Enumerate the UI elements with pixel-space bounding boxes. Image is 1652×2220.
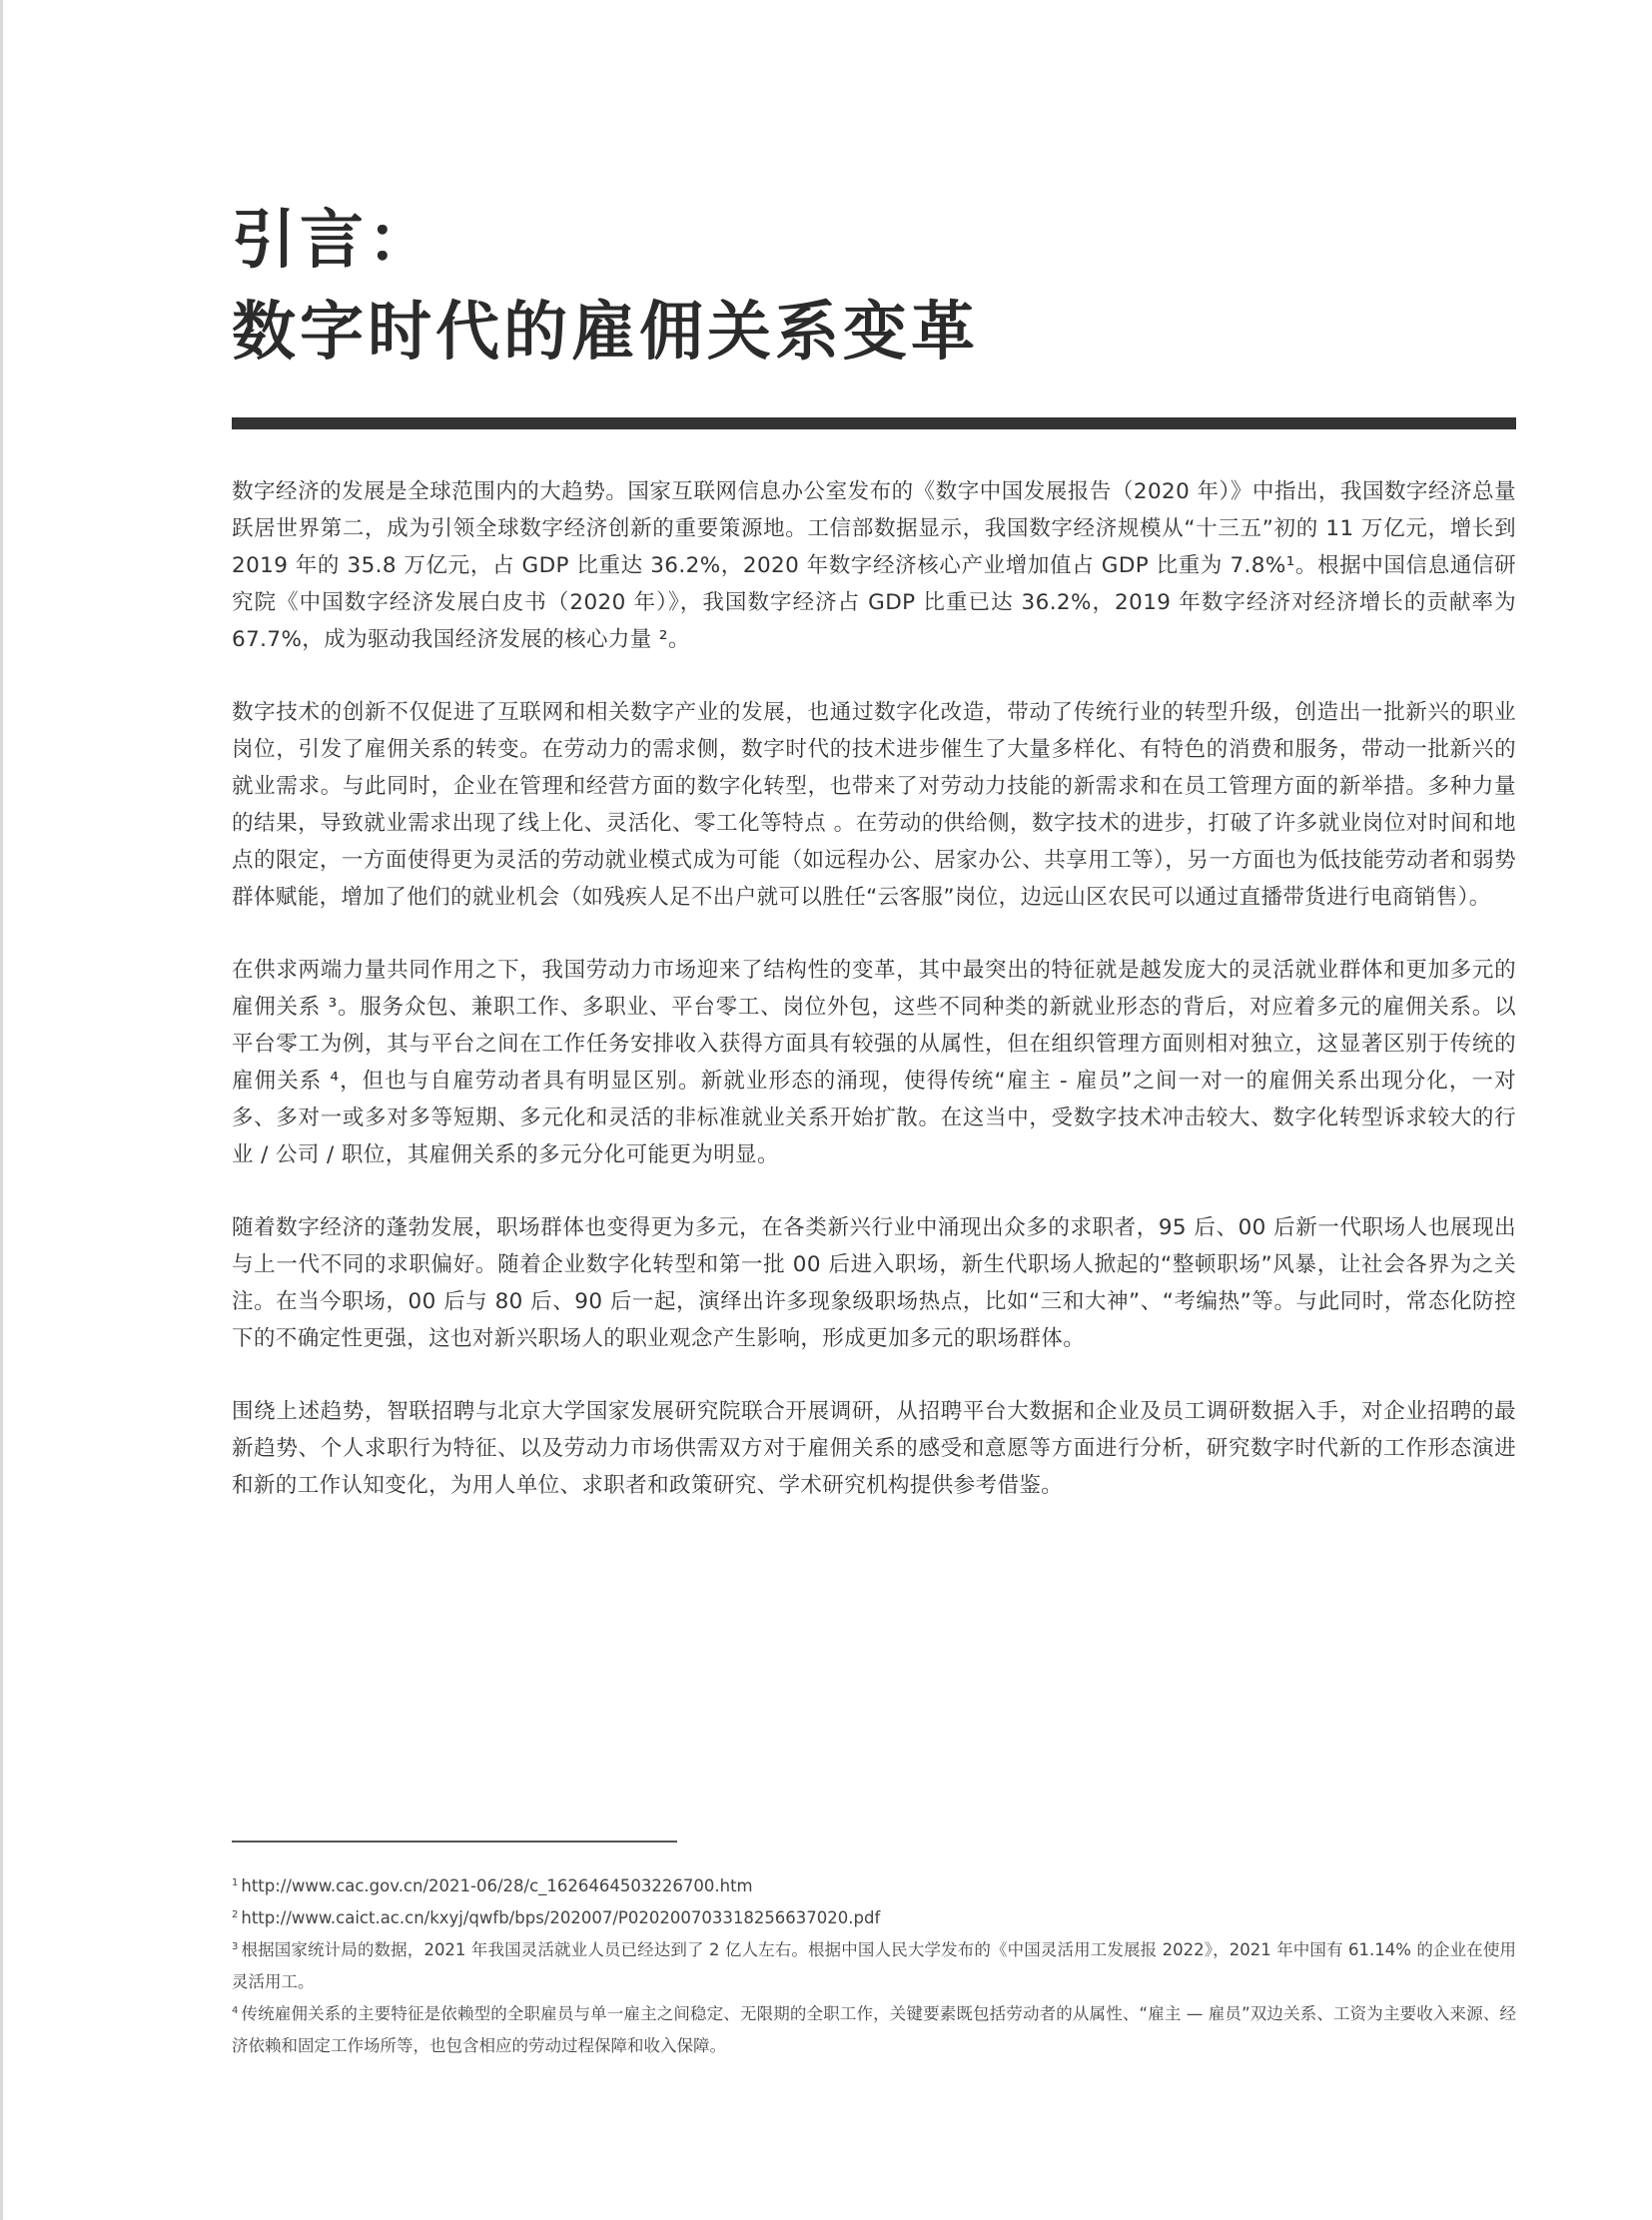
footnote-mark: 2 — [232, 1908, 239, 1920]
footnote-3 — [232, 1934, 1516, 1998]
paragraph-4: 随着数字经济的蓬勃发展，职场群体也变得更为多元，在各类新兴行业中涌现出众多的求职者，95 后、00 后新一代职场人也展现出与上一代不同的求职偏好。随着企业数字化转型和第一批 00 后进入职场，新生代职场人掀起的“整顿职场”风暴，让社会各界为之关注。在当今职场，00 后与 80 后、90 后一起，演绎出许多现象级职场热点，比如“三和大神”、“考编热”等。与此同时，常态化防控下的不确定性更强，这也对新兴职场人的职业观念产生影响，形成更加多元的职场群体。 — [232, 1215, 1516, 1351]
paragraph-1: 数字经济的发展是全球范围内的大趋势。国家互联网信息办公室发布的《数字中国发展报告（2020 年）》中指出，我国数字经济总量跃居世界第二，成为引领全球数字经济创新的重要策源地。工信部数据显示，我国数字经济规模从“十三五”初的 11 万亿元，增长到 2019 年的 35.8 万亿元，占 GDP 比重达 36.2%，2020 年数字经济核心产业增加值占 GDP 比重为 7.8%¹。根据中国信息通信研究院《中国数字经济发展白皮书（2020 年）》，我国数字经济占 GDP 比重已达 36.2%，2019 年数字经济对经济增长的贡献率为 67.7%，成为驱动我国经济发展的核心力量 ²。 — [232, 479, 1516, 652]
footnotes — [232, 1870, 1516, 2062]
paragraph-3: 在供求两端力量共同作用之下，我国劳动力市场迎来了结构性的变革，其中最突出的特征就是越发庞大的灵活就业群体和更加多元的雇佣关系 ³。服务众包、兼职工作、多职业、平台零工、岗位外包，这些不同种类的新就业形态的背后，对应着多元的雇佣关系。以平台零工为例，其与平台之间在工作任务安排收入获得方面具有较强的从属性，但在组织管理方面则相对独立，这显著区别于传统的雇佣关系 ⁴，但也与自雇劳动者具有明显区别。新就业形态的涌现，使得传统“雇主 - 雇员”之间一对一的雇佣关系出现分化，一对多、多对一或多对多等短期、多元化和灵活的非标准就业关系开始扩散。在这当中，受数字技术冲击较大、数字化转型诉求较大的行业 / 公司 / 职位，其雇佣关系的多元分化可能更为明显。 — [232, 958, 1516, 1167]
page-title — [232, 195, 1530, 378]
footnote-link[interactable]: http://www.cac.gov.cn/2021-06/28/c_1626464503226700.htm — [241, 1876, 753, 1895]
footnote-divider — [232, 1841, 677, 1843]
footnote-text: 根据国家统计局的数据，2021 年我国灵活就业人员已经达到了 2 亿人左右。根据中国人民大学发布的《中国灵活用工发展报 2022》，2021 年中国有 61.14% 的企业在使用灵活用工。 — [232, 1940, 1516, 1991]
footnote-1 — [232, 1870, 1516, 1902]
footnote-2 — [232, 1902, 1516, 1934]
body-text — [232, 473, 1516, 1540]
footnote-mark: 4 — [232, 2004, 239, 2016]
footnote-mark: 1 — [232, 1876, 239, 1888]
footnote-4 — [232, 1998, 1516, 2062]
footnote-text: 传统雇佣关系的主要特征是依赖型的全职雇员与单一雇主之间稳定、无限期的全职工作，关键要素既包括劳动者的从属性、“雇主 — 雇员”双边关系、工资为主要收入来源、经济依赖和固定工作场所等，也包含相应的劳动过程保障和收入保障。 — [232, 2004, 1516, 2055]
paragraph-5: 围绕上述趋势，智联招聘与北京大学国家发展研究院联合开展调研，从招聘平台大数据和企业及员工调研数据入手，对企业招聘的最新趋势、个人求职行为特征、以及劳动力市场供需双方对于雇佣关系的感受和意愿等方面进行分析，研究数字时代新的工作形态演进和新的工作认知变化，为用人单位、求职者和政策研究、学术研究机构提供参考借鉴。 — [232, 1399, 1516, 1498]
title-line-1: 引言： — [232, 204, 435, 278]
paragraph-2: 数字技术的创新不仅促进了互联网和相关数字产业的发展，也通过数字化改造，带动了传统行业的转型升级，创造出一批新兴的职业岗位，引发了雇佣关系的转变。在劳动力的需求侧，数字时代的技术进步催生了大量多样化、有特色的消费和服务，带动一批新兴的就业需求。与此同时，企业在管理和经营方面的数字化转型，也带来了对劳动力技能的新需求和在员工管理方面的新举措。多种力量的结果，导致就业需求出现了线上化、灵活化、零工化等特点 。在劳动的供给侧，数字技术的进步，打破了许多就业岗位对时间和地点的限定，一方面使得更为灵活的劳动就业模式成为可能（如远程办公、居家办公、共享用工等），另一方面也为低技能劳动者和弱势群体赋能，增加了他们的就业机会（如残疾人足不出户就可以胜任“云客服”岗位，边远山区农民可以通过直播带货进行电商销售）。 — [232, 700, 1516, 910]
title-line-2: 数字时代的雇佣关系变革 — [232, 296, 979, 370]
footnote-link[interactable]: http://www.caict.ac.cn/kxyj/qwfb/bps/202007/P020200703318256637020.pdf — [241, 1908, 881, 1927]
footnote-mark: 3 — [232, 1940, 239, 1952]
title-divider — [232, 417, 1516, 429]
page-edge — [0, 0, 3, 2220]
